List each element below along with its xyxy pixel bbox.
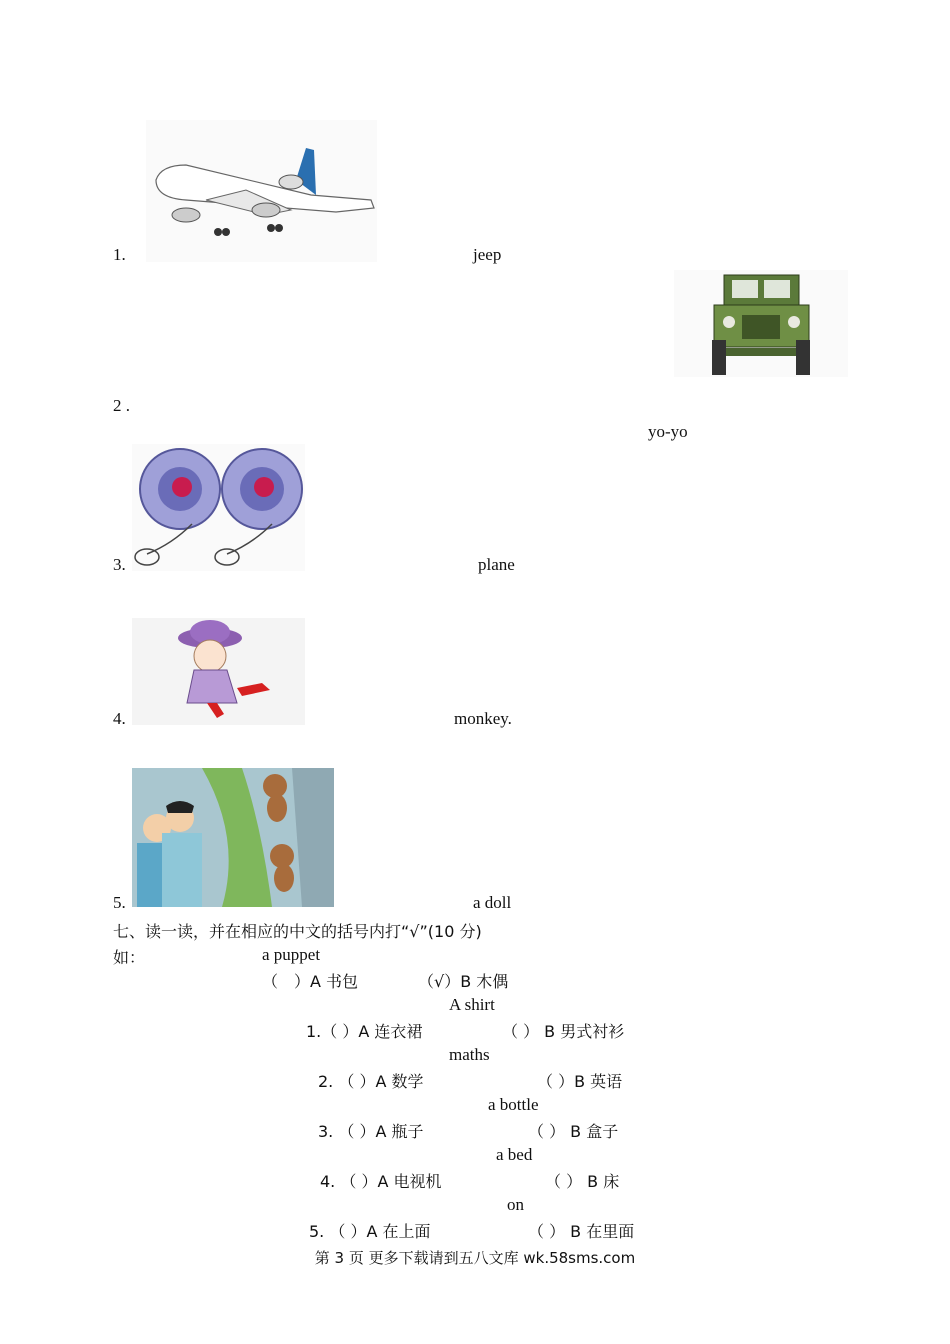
item-number: 1.	[113, 245, 126, 264]
example-word: a puppet	[262, 945, 321, 964]
item-word: a bottle	[488, 1095, 539, 1114]
example-option-b: （√）B 木偶	[418, 972, 509, 991]
example-option-a: （ ）A 书包	[262, 972, 359, 991]
yoyo-image	[132, 444, 305, 571]
item-word: a bed	[496, 1145, 533, 1164]
item-number: 2 .	[113, 396, 130, 415]
option-b: （ ） B 盒子	[528, 1122, 619, 1141]
item-number: 4.	[113, 709, 126, 728]
item-word: a doll	[473, 893, 512, 912]
option-b: （ ） B 床	[545, 1172, 620, 1191]
option-a: 2. （ ）A 数学	[318, 1072, 424, 1091]
jeep-image	[674, 270, 848, 377]
option-b: （ ） B 男式衬衫	[502, 1022, 625, 1041]
monkeys-zoo-image	[132, 768, 334, 907]
airplane-image	[146, 120, 377, 262]
item-word: A shirt	[449, 995, 495, 1014]
option-a: 1.（ ）A 连衣裙	[306, 1022, 423, 1041]
option-a: 4. （ ）A 电视机	[320, 1172, 442, 1191]
example-label: 如：	[113, 948, 146, 967]
item-word: jeep	[473, 245, 502, 264]
section-title: 七、读一读，并在相应的中文的括号内打“√”(10 分)	[113, 922, 482, 941]
option-b: （ ）B 英语	[537, 1072, 623, 1091]
item-word: plane	[478, 555, 515, 574]
doll-image	[132, 618, 305, 725]
option-a: 5. （ ）A 在上面	[309, 1222, 431, 1241]
item-word: monkey.	[454, 709, 512, 728]
option-a: 3. （ ）A 瓶子	[318, 1122, 424, 1141]
item-number: 5.	[113, 893, 126, 912]
page-footer: 第 3 页 更多下载请到五八文库 wk.58sms.com	[314, 1249, 636, 1267]
item-word: maths	[449, 1045, 490, 1064]
option-b: （ ） B 在里面	[528, 1222, 635, 1241]
item-word: yo-yo	[648, 422, 688, 441]
item-number: 3.	[113, 555, 126, 574]
item-word: on	[507, 1195, 524, 1214]
